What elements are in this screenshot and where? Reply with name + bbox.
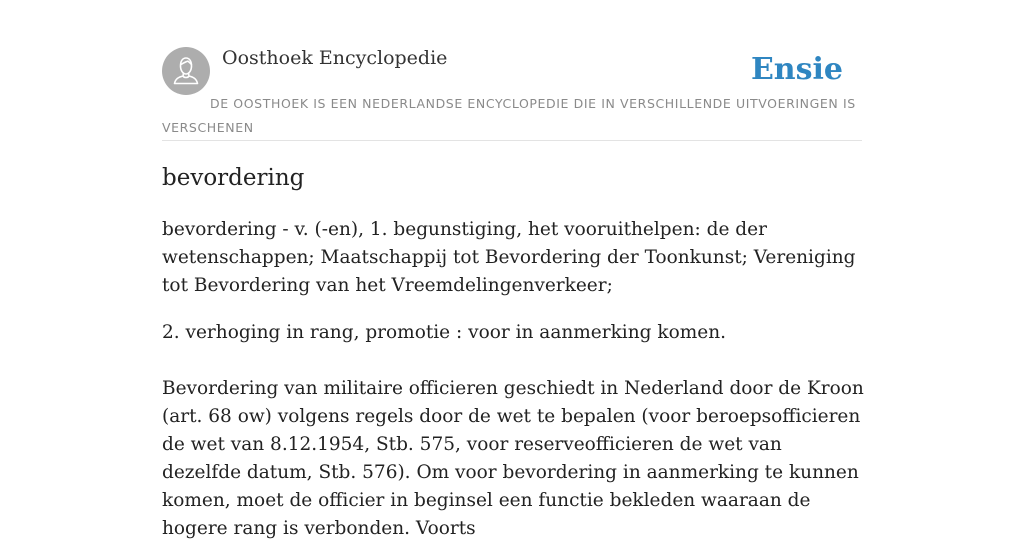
brand-logo[interactable]: Ensie xyxy=(750,52,843,87)
user-silhouette-icon xyxy=(162,47,210,95)
source-avatar[interactable] xyxy=(162,47,210,95)
article-title: bevordering xyxy=(162,165,305,191)
source-header xyxy=(162,46,862,141)
article-paragraph-military: Bevordering van militaire officieren geschiedt in Nederland door de Kroon (art. 68 ow) volgens regels door de wet te bepalen (voor beroepsofficieren de wet van 8.12.1954, Stb. 575, voor reserveofficieren de wet van dezelfde datum, Stb. 576). Om voor bevordering in aanmerking te kunnen komen, moet de officier in beginsel een functie bekleden waaraan de hogere rang is verbonden. Voorts xyxy=(162,378,864,539)
article-paragraph-meaning-2: 2. verhoging in rang, promotie : voor in aanmerking komen. xyxy=(162,322,726,343)
article-paragraph-definition: bevordering - v. (-en), 1. begunstiging, het vooruithelpen: de der wetenschappen; Maatschappij tot Bevordering der Toonkunst; Vereniging tot Bevordering van het Vreemdelingenverkeer; xyxy=(162,219,856,296)
source-name-link[interactable]: Oosthoek Encyclopedie xyxy=(222,47,448,69)
article xyxy=(162,160,866,543)
source-tagline: DE OOSTHOEK IS EEN NEDERLANDSE ENCYCLOPEDIE DIE IN VERSCHILLENDE UITVOERINGEN IS VERSCHENEN xyxy=(162,96,856,135)
